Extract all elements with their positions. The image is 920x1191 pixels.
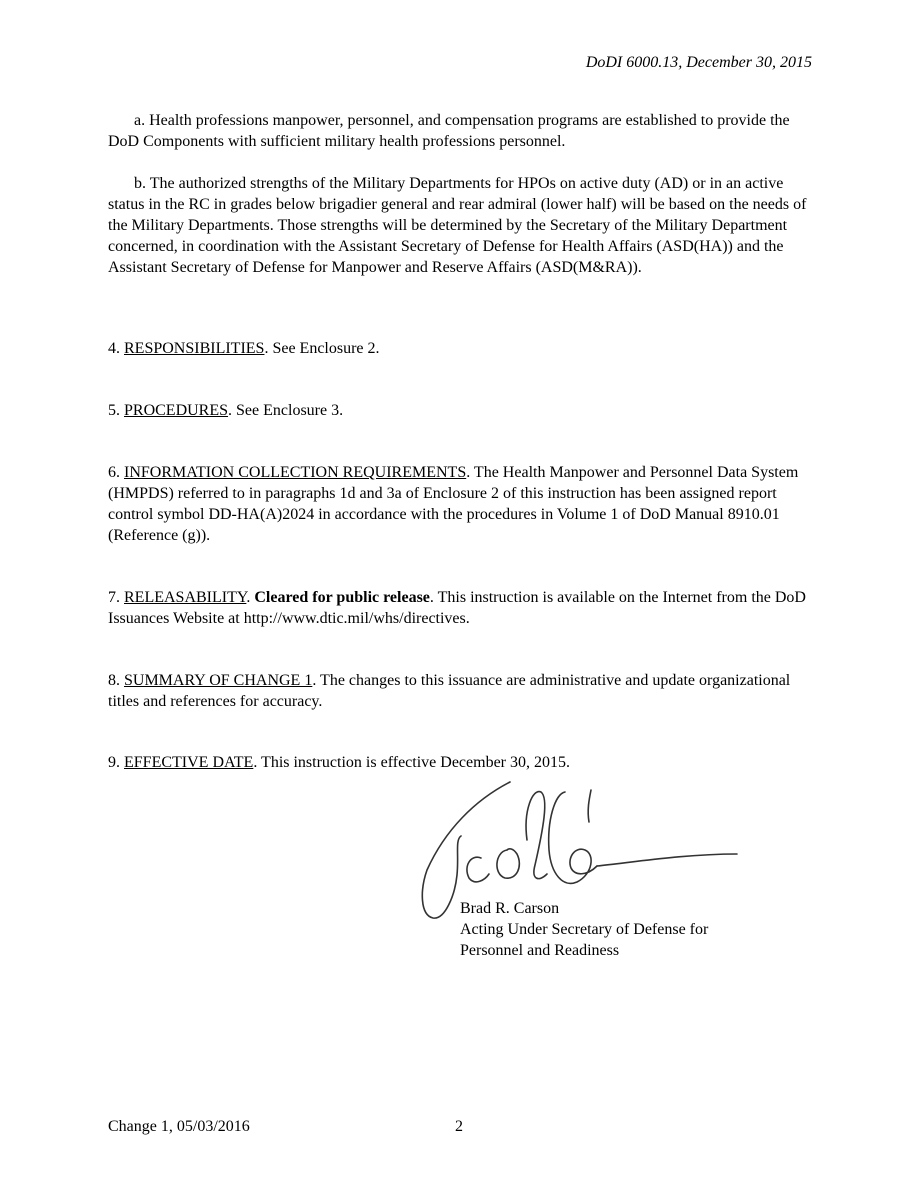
section-heading: PROCEDURES	[124, 402, 229, 419]
section-number: 9.	[108, 754, 124, 771]
section-7-releasability	[108, 587, 810, 629]
section-text: . See Enclosure 3.	[228, 402, 344, 419]
section-text: . The Health Manpower and Personnel Data System (HMPDS) referred to in paragraphs 1d and 3a of Enclosure 2 of this instruction has been assigned report control symbol DD-HA(A)2024 in accordance with the procedures in Volume 1 of DoD Manual 8910.01 (Reference (g)).	[108, 464, 799, 544]
signatory-name: Brad R. Carson	[460, 900, 560, 917]
section-number: 6.	[108, 464, 124, 481]
paragraph-3a: a. Health professions manpower, personnel, and compensation programs are established to provide the DoD Components with sufficient military health professions personnel.	[108, 112, 790, 150]
section-heading: INFORMATION COLLECTION REQUIREMENTS	[124, 464, 467, 481]
section-8-summary-of-change	[108, 670, 810, 712]
paragraph-3b: b. The authorized strengths of the Military Departments for HPOs on active duty (AD) or in an active status in the RC in grades below brigadier general and rear admiral (lower half) will be based on the needs of the Military Departments. Those strengths will be determined by the Secretary of the Military Department concerned, in coordination with the Assistant Secretary of Defense for Health Affairs (ASD(HA)) and the Assistant Secretary of Defense for Manpower and Reserve Affairs (ASD(M&RA)).	[108, 175, 807, 276]
signatory-title-line1: Acting Under Secretary of Defense for	[460, 921, 709, 938]
section-4-responsibilities	[108, 338, 810, 359]
section-number: 4.	[108, 340, 124, 357]
section-separator: .	[246, 589, 255, 606]
section-text: . This instruction is available on the Internet from the DoD Issuances Website at http://www.dtic.mil/whs/directives.	[108, 589, 806, 627]
section-6-information-collection	[108, 462, 810, 546]
section-number: 8.	[108, 672, 124, 689]
section-number: 7.	[108, 589, 124, 606]
section-text: . The changes to this issuance are administrative and update organizational titles and references for accuracy.	[108, 672, 791, 710]
footer-change-date: Change 1, 05/03/2016	[108, 1118, 250, 1135]
release-statement: Cleared for public release	[254, 589, 430, 606]
section-heading: EFFECTIVE DATE	[124, 754, 254, 771]
footer-page-number: 2	[455, 1118, 463, 1135]
section-text: . See Enclosure 2.	[264, 340, 380, 357]
section-heading: SUMMARY OF CHANGE 1	[124, 672, 313, 689]
signature-block	[460, 898, 708, 961]
section-5-procedures	[108, 400, 810, 421]
section-number: 5.	[108, 402, 124, 419]
section-heading: RESPONSIBILITIES	[124, 340, 265, 357]
signatory-title-line2: Personnel and Readiness	[460, 942, 620, 959]
document-header: DoDI 6000.13, December 30, 2015	[585, 54, 812, 71]
section-text: . This instruction is effective December 30, 2015.	[253, 754, 570, 771]
section-heading: RELEASABILITY	[124, 589, 247, 606]
